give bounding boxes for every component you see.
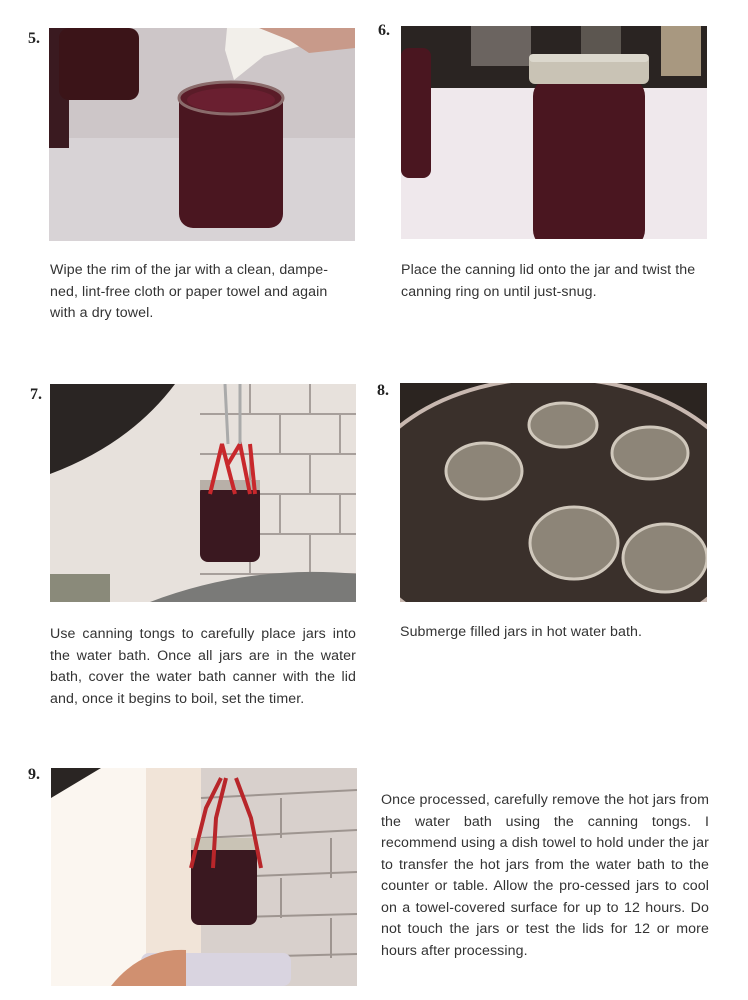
jar-wiping-image xyxy=(49,28,355,241)
step-9-photo xyxy=(51,768,357,986)
step-8-photo xyxy=(400,383,707,602)
step-6-photo xyxy=(401,26,707,239)
step-number-8: 8. xyxy=(377,382,389,399)
step-5-caption: Wipe the rim of the jar with a clean, dampe-ned, lint-free cloth or paper towel and again with a dry towel. xyxy=(50,262,329,321)
step-6-caption: Place the canning lid onto the jar and twist the canning ring on until just-snug. xyxy=(401,262,696,300)
jars-in-water-bath-image xyxy=(400,383,707,602)
tongs-lifting-jar-image xyxy=(51,768,357,986)
step-8-caption: Submerge filled jars in hot water bath. xyxy=(400,624,643,640)
step-5-photo xyxy=(49,28,355,241)
step-9-caption: Once processed, carefully remove the hot jars from the water bath using the canning tongs. I recommend using a dish towel to hold under the jar to transfer the hot jars from the water bath to the counter or table. Allow the pro-cessed jars to cool on a towel-covered surface for up to 12 hours. Do not touch the jars or test the lids for 12 or more hours after processing. xyxy=(381,792,709,959)
step-7-photo xyxy=(50,384,356,602)
tongs-lowering-jar-image xyxy=(50,384,356,602)
step-number-7: 7. xyxy=(30,386,42,403)
lidded-jar-image xyxy=(401,26,707,239)
step-number-6: 6. xyxy=(378,22,390,39)
step-number-5: 5. xyxy=(28,30,40,47)
step-number-9: 9. xyxy=(28,766,40,783)
step-7-caption: Use canning tongs to carefully place jars into the water bath. Once all jars are in the water bath, cover the water bath canner with the lid and, once it begins to boil, set the timer. xyxy=(50,626,356,707)
